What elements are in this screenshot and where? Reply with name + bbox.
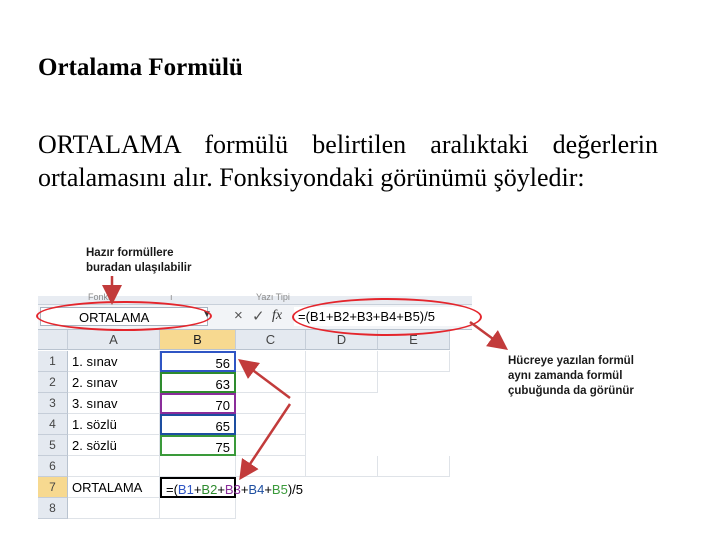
name-box[interactable]: ORTALAMA: [40, 307, 208, 326]
row-header[interactable]: 6: [38, 456, 68, 477]
column-header-d[interactable]: D: [306, 330, 378, 350]
arrow-to-column-b: [242, 362, 290, 398]
formula-part: +: [193, 482, 202, 497]
formula-part: +: [217, 482, 225, 497]
cell-a3[interactable]: 3. sınav: [68, 393, 160, 414]
row-header[interactable]: 7: [38, 477, 68, 498]
annotation-line: çubuğunda da görünür: [508, 385, 634, 397]
column-header-e[interactable]: E: [378, 330, 450, 350]
row-header[interactable]: 2: [38, 372, 68, 393]
insert-function-icon[interactable]: fx: [272, 308, 283, 323]
formula-ref-b5: B5: [271, 482, 288, 497]
column-header-b[interactable]: B: [160, 330, 236, 350]
dropdown-arrow-icon[interactable]: ▼: [202, 309, 212, 320]
annotation-line: Hazır formüllere: [86, 247, 174, 259]
cell-b4[interactable]: 65: [160, 414, 236, 435]
cell-a1[interactable]: 1. sınav: [68, 351, 160, 372]
cell-a5[interactable]: 2. sözlü: [68, 435, 160, 456]
column-header-a[interactable]: A: [68, 330, 160, 350]
enter-check-icon[interactable]: ✓: [252, 308, 265, 325]
annotation-line: aynı zamanda formül: [508, 370, 623, 382]
arrow-from-formula: [470, 322, 504, 347]
ribbon-group-label: Yazı Tipi: [256, 292, 290, 302]
description-paragraph: ORTALAMA formülü belirtilen aralıktaki değerlerin ortalamasını alır. Fonksiyondaki görünümü şöyledir:: [38, 130, 658, 192]
annotation-line: buradan ulaşılabilir: [86, 262, 192, 274]
cell-b3[interactable]: 70: [160, 393, 236, 414]
formula-ref-b1: B1: [177, 482, 194, 497]
cancel-icon[interactable]: ×: [234, 307, 243, 324]
row-header[interactable]: 4: [38, 414, 68, 435]
cell-a2[interactable]: 2. sınav: [68, 372, 160, 393]
cell-a7[interactable]: ORTALAMA: [68, 477, 160, 498]
formula-part: )/5: [287, 482, 303, 497]
cell-b5[interactable]: 75: [160, 435, 236, 456]
formula-ref-b2: B2: [201, 482, 218, 497]
formula-part: =(: [166, 482, 178, 497]
formula-part: +: [240, 482, 249, 497]
row-header[interactable]: 3: [38, 393, 68, 414]
row-header[interactable]: 1: [38, 351, 68, 372]
formula-part: +: [264, 482, 272, 497]
formula-ref-b3: B3: [224, 482, 241, 497]
row-header[interactable]: 5: [38, 435, 68, 456]
formula-input[interactable]: =(B1+B2+B3+B4+B5)/5: [294, 307, 472, 326]
cell-b2[interactable]: 63: [160, 372, 236, 393]
annotation-line: Hücreye yazılan formül: [508, 355, 634, 367]
arrow-to-cell-b7: [242, 404, 290, 476]
formula-ref-b4: B4: [248, 482, 265, 497]
cell-a4[interactable]: 1. sözlü: [68, 414, 160, 435]
page-title: Ortalama Formülü: [38, 54, 243, 81]
ribbon-group-label: ı: [170, 292, 173, 302]
row-header[interactable]: 8: [38, 498, 68, 519]
ribbon-group-label: Fonks: [88, 292, 113, 302]
column-header-c[interactable]: C: [236, 330, 306, 350]
cell-b1[interactable]: 56: [160, 351, 236, 372]
